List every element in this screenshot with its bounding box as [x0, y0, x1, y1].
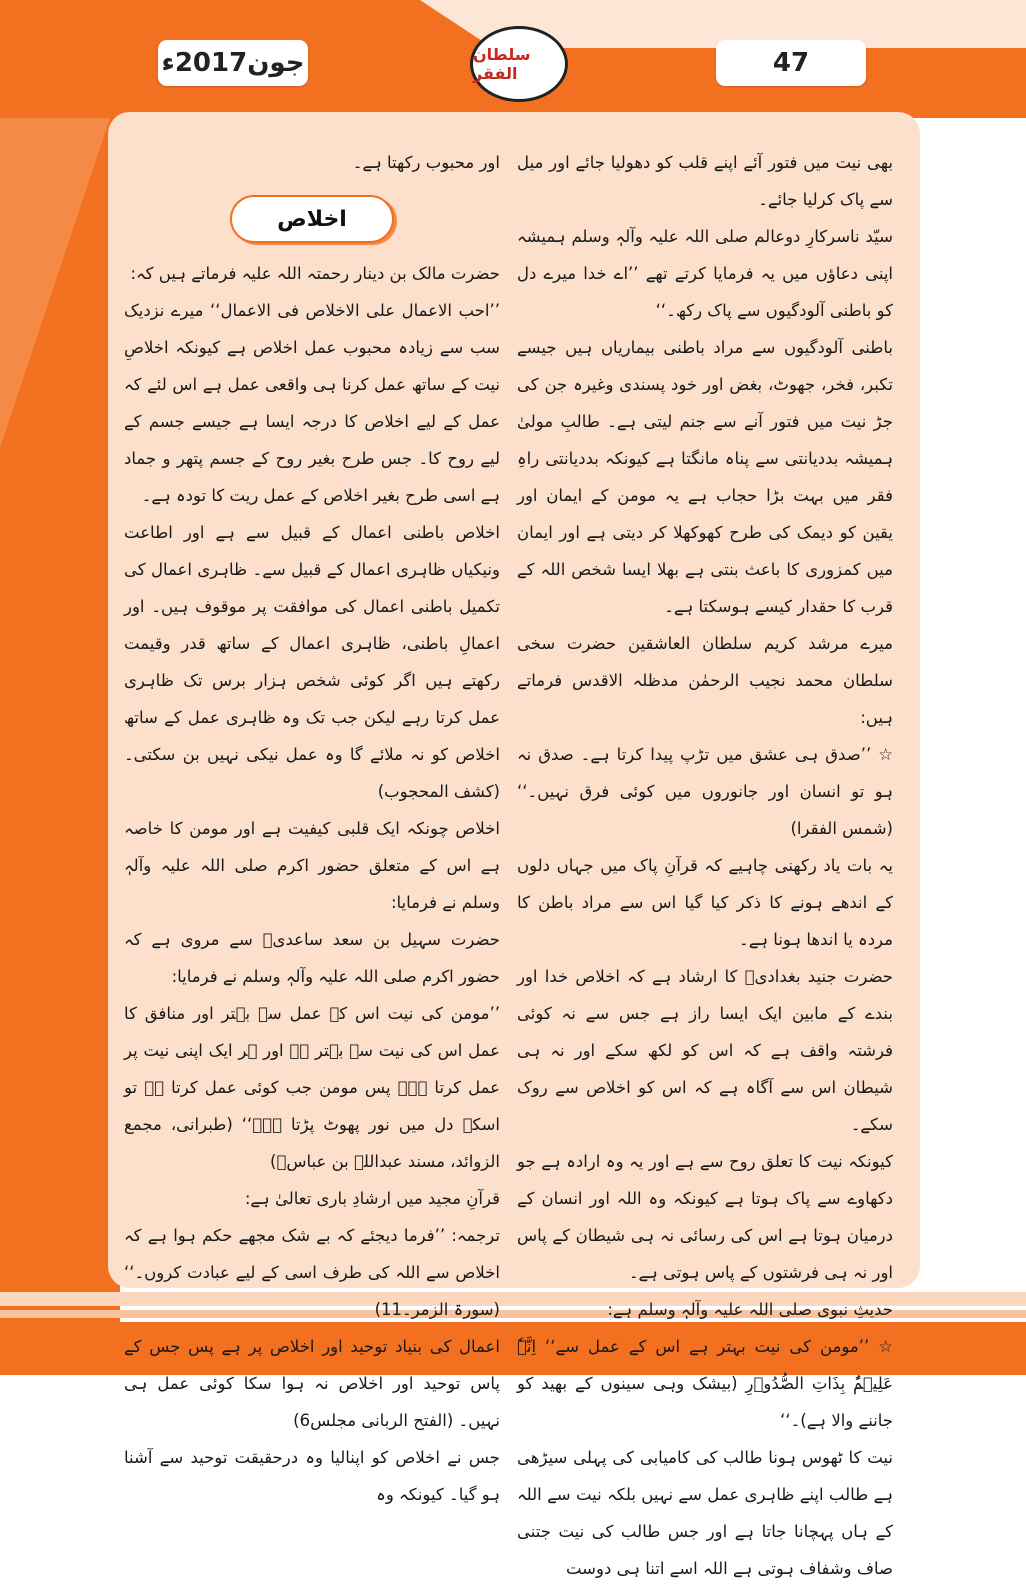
paragraph: نیت کا ٹھوس ہونا طالب کی کامیابی کی پہلی سیڑھی ہے طالب اپنے ظاہری عمل سے نہیں بلکہ نیت سے اللہ کے ہاں پہچانا جاتا ہے اور جس طالب کی نیت جتنی صاف وشفاف ہوتی ہے اللہ اسے اتنا ہی دوست — [517, 1448, 893, 1578]
paragraph: حضرت سہیل بن سعد ساعدیؓ سے مروی ہے کہ حضور اکرم صلی اللہ علیہ وآلہٖ وسلم نے فرمایا: — [124, 930, 500, 986]
paragraph: حضرت مالک بن دینار رحمتہ اللہ علیہ فرماتے ہیں کہ: — [130, 264, 500, 283]
paragraph: یہ بات یاد رکھنی چاہیے کہ قرآنِ پاک میں جہاں دلوں کے اندھے ہونے کا ذکر کیا گیا اس سے مراد باطن کا مردہ یا اندھا ہونا ہے۔ — [517, 856, 893, 949]
paragraph: باطنی آلودگیوں سے مراد باطنی بیماریاں ہیں جیسے تکبر، فخر، جھوٹ، بغض اور خود پسندی وغیرہ جن کی جڑ نیت میں فتور آنے سے جنم لیتی ہے۔ طالبِ مولیٰ ہمیشہ بددیانتی سے پناہ مانگتا ہے کیونکہ بددیانتی راہِ فقر میں بہت بڑا حجاب ہے یہ مومن کے ایمان اور یقین کو دیمک کی طرح کھوکھلا کر دیتی ہے اور ایمان میں کمزوری کا باعث بنتی ہے بھلا ایسا شخص اللہ کے قرب کا حقدار کیسے ہوسکتا ہے۔ — [517, 338, 893, 616]
paragraph: اخلاص باطنی اعمال کے قبیل سے ہے اور اطاعت ونیکیاں ظاہری اعمال کے قبیل سے۔ ظاہری اعمال کی تکمیل باطنی اعمال کی موافقت پر موقوف ہیں۔ اور اعمالِ باطنی، ظاہری اعمال کے ساتھ قدر وقیمت رکھتے ہیں اگر کوئی شخص ہزار برس تک ظاہری عمل کرتا رہے لیکن جب تک وہ ظاہری عمل کے ساتھ اخلاص کو نہ ملائے گا وہ عمل نیکی نہیں بن سکتی۔ (کشف المحجوب) — [124, 523, 500, 801]
paragraph: بھی نیت میں فتور آئے اپنے قلب کو دھولیا جائے اور میل سے پاک کرلیا جائے۔ — [517, 153, 893, 209]
magazine-logo: سلطان الفقر — [470, 26, 568, 102]
quote-paragraph: ☆ ’’صدق ہی عشق میں تڑپ پیدا کرتا ہے۔ صدق نہ ہو تو انسان اور جانوروں میں کوئی فرق نہیں۔‘‘ (شمس الفقرا) — [517, 745, 893, 838]
paragraph: کیونکہ نیت کا تعلق روح سے ہے اور یہ وہ ارادہ ہے جو دکھاوے سے پاک ہوتا ہے کیونکہ وہ اللہ اور انسان کے درمیان ہوتا ہے اس کی رسائی نہ ہی شیطان کے پاس اور نہ ہی فرشتوں کے پاس ہوتی ہے۔ — [517, 1152, 893, 1282]
paragraph: ترجمہ: ’’فرما دیجئے کہ بے شک مجھے حکم ہوا ہے کہ اخلاص سے اللہ کی طرف اسی کے لیے عبادت کروں۔‘‘ (سورۃ الزمر۔11) — [124, 1226, 500, 1319]
quote-paragraph: ☆ ’’مومن کی نیت بہتر ہے اس کے عمل سے‘‘ اِنَّہٗ عَلِیۡمٌۢ بِذَاتِ الصُّدُوۡرِ (بیشک وہی سینوں کے بھید کو جاننے والا ہے)۔‘‘ — [517, 1337, 893, 1430]
page-number: 47 — [716, 40, 866, 86]
paragraph: حضرت جنید بغدادیؒ کا ارشاد ہے کہ اخلاص خدا اور بندے کے مابین ایک ایسا راز ہے جس سے نہ کوئی فرشتہ واقف ہے کہ اس کو لکھ سکے اور نہ ہی شیطان اس سے آگاہ ہے کہ اس کو اخلاص سے روک سکے۔ — [517, 967, 893, 1134]
paragraph: اور محبوب رکھتا ہے۔ — [352, 153, 500, 172]
paragraph: سیّد ناسرکارِ دوعالم صلی اللہ علیہ وآلہٖ وسلم ہمیشہ اپنی دعاؤں میں یہ فرمایا کرتے تھے ’’اے خدا میرے دل کو باطنی آلودگیوں سے پاک رکھ۔‘‘ — [517, 227, 893, 320]
issue-date: جون2017ء — [158, 40, 308, 86]
right-column — [517, 144, 893, 1578]
paragraph: میرے مرشد کریم سلطان العاشقین حضرت سخی سلطان محمد نجیب الرحمٰن مدظلہ الاقدس فرماتے ہیں: — [517, 634, 893, 727]
paragraph: اعمال کی بنیاد توحید اور اخلاص پر ہے پس جس کے پاس توحید اور اخلاص نہ ہوا سکا کوئی عمل ہی نہیں۔ (الفتح الربانی مجلس6) — [124, 1337, 500, 1430]
left-column — [124, 144, 500, 1504]
paragraph: ’’احب الاعمال علی الاخلاص فی الاعمال‘‘ میرے نزدیک سب سے زیادہ محبوب عمل اخلاص ہے کیونکہ اخلاصِ نیت کے ساتھ عمل کرنا ہی واقعی عمل ہے اس لئے کہ عمل کے لیے اخلاص کا درجہ ایسا ہے جیسے جسم کے لیے روح کا۔ جس طرح بغیر روح کے جسم پتھر و جماد ہے اسی طرح بغیر اخلاص کے عمل ریت کا تودہ ہے۔ — [124, 301, 500, 505]
paragraph: جس نے اخلاص کو اپنالیا وہ درحقیقت توحید سے آشنا ہو گیا۔ کیونکہ وہ — [124, 1448, 500, 1504]
section-heading: اخلاص — [230, 195, 394, 243]
paragraph: اخلاص چونکہ ایک قلبی کیفیت ہے اور مومن کا خاصہ ہے اس کے متعلق حضور اکرم صلی اللہ علیہ وآلہٖ وسلم نے فرمایا: — [124, 819, 500, 912]
paragraph: حدیثِ نبوی صلی اللہ علیہ وآلہٖ وسلم ہے: — [607, 1300, 893, 1319]
quote-paragraph: ’’مومن کی نیت اس کے عمل سے بہتر اور منافق کا عمل اس کی نیت سے بہتر ہے اور ہر ایک اپنی نیت پر عمل کرتا ہے۔ پس مومن جب کوئی عمل کرتا ہے تو اسکے دل میں نور پھوٹ پڑتا ہے۔‘‘ (طبرانی، مجمع الزوائد، مسند عبداللہ بن عباسؓ) — [124, 1004, 500, 1171]
paragraph: قرآنِ مجید میں ارشادِ باری تعالیٰ ہے: — [244, 1189, 500, 1208]
